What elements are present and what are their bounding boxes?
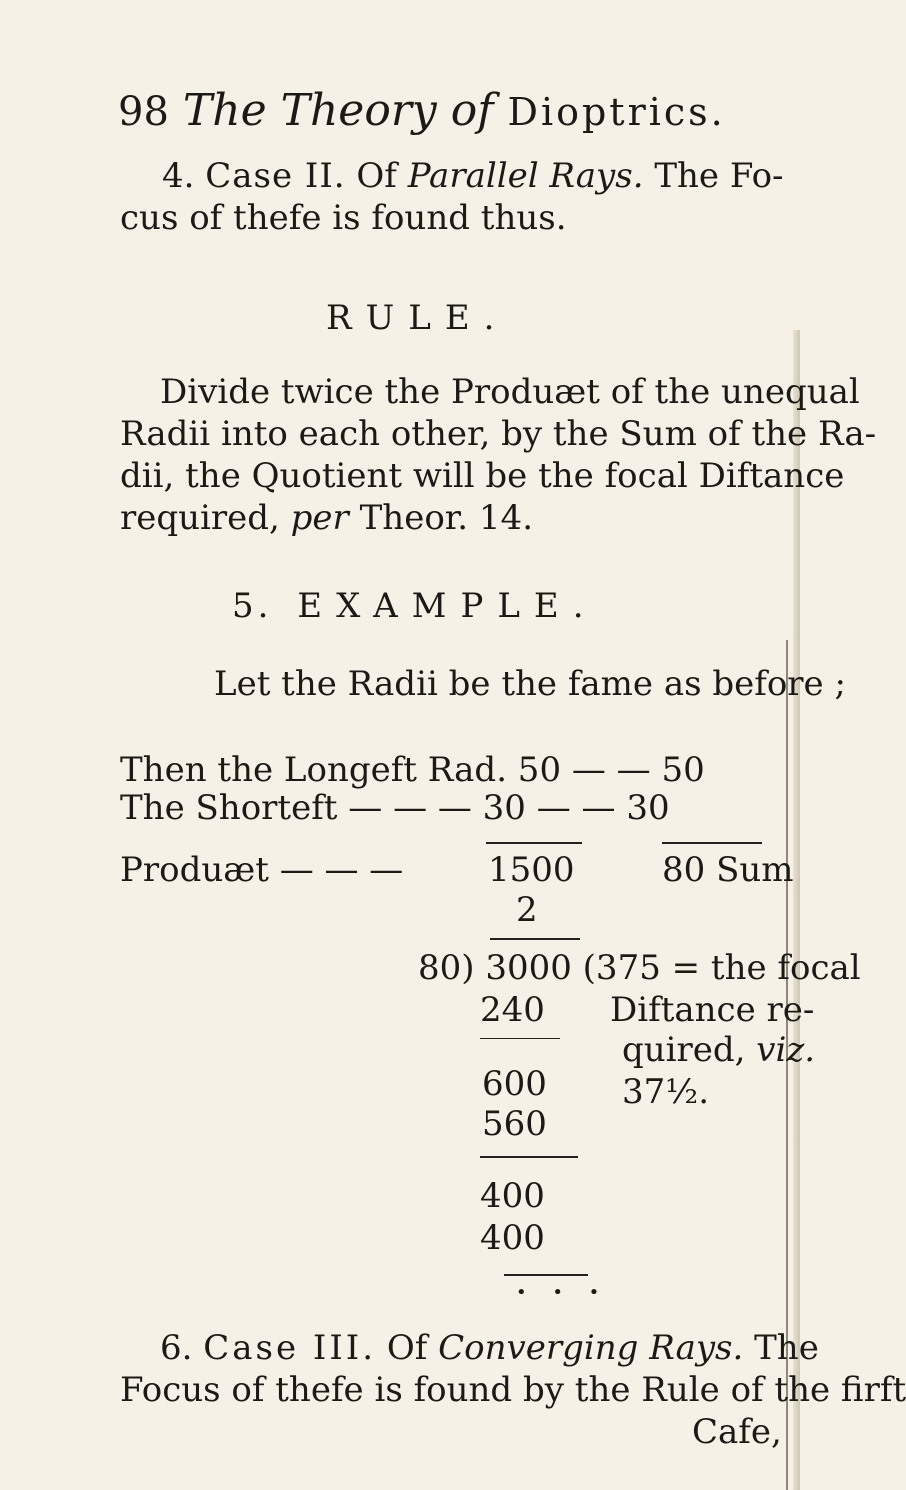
case3-line1-end: The xyxy=(754,1328,819,1368)
running-header xyxy=(118,85,726,136)
division-step-240: 240 xyxy=(480,990,545,1030)
result-text-1: Diftance re- xyxy=(610,990,815,1030)
product-label: Produæt — — — xyxy=(120,850,404,890)
sum-value: 80 Sum xyxy=(662,850,794,890)
end-marks: • • • xyxy=(516,1282,610,1303)
division-step-600: 600 xyxy=(482,1064,547,1104)
rule-step-240 xyxy=(480,1038,560,1039)
rule-sum xyxy=(662,842,762,844)
product-value: 1500 xyxy=(488,850,575,890)
example-title: EXAMPLE. xyxy=(297,586,598,626)
result-text-2-italic: viz. xyxy=(756,1030,816,1070)
result-text-2 xyxy=(622,1030,815,1070)
case3-of: Of xyxy=(386,1328,428,1368)
case3-line2: Focus of thefe is found by the Rule of the firft xyxy=(120,1370,906,1410)
case2-number: 4. xyxy=(162,156,195,196)
case3-number: 6. xyxy=(160,1328,193,1368)
example-intro: Let the Radii be the fame as before ; xyxy=(214,664,846,704)
multiplier: 2 xyxy=(516,890,538,930)
case3-line3: Cafe, xyxy=(692,1412,782,1452)
page-number: 98 xyxy=(118,89,169,135)
result-text-2-pre: quired, xyxy=(622,1030,746,1070)
rule-line4 xyxy=(120,498,533,538)
rule-product xyxy=(486,842,582,844)
division-line: 80) 3000 (375 = the focal xyxy=(418,948,861,988)
case2-label: Case II. xyxy=(205,156,346,196)
rule-heading: RULE. xyxy=(326,298,509,338)
example-heading xyxy=(232,586,598,626)
division-step-400b: 400 xyxy=(480,1218,545,1258)
longest-radius-line: Then the Longeft Rad. 50 — — 50 xyxy=(120,750,705,790)
rule-multiplier xyxy=(490,938,580,940)
shortest-radius-line: The Shorteft — — — 30 — — 30 xyxy=(120,788,670,828)
case2-of: Of xyxy=(356,156,397,196)
case3-line1 xyxy=(160,1328,819,1368)
header-title-caps: Dioptrics. xyxy=(507,90,726,134)
rule-step-560 xyxy=(480,1156,578,1158)
case2-line1 xyxy=(162,156,784,196)
page-edge-shadow xyxy=(793,330,800,1490)
rule-line4-italic: per xyxy=(290,498,349,538)
division-step-400a: 400 xyxy=(480,1176,545,1216)
division-step-560: 560 xyxy=(482,1104,547,1144)
header-title-italic: The Theory of xyxy=(182,85,494,136)
case3-title: Converging Rays. xyxy=(438,1328,744,1368)
rule-step-400 xyxy=(504,1274,588,1276)
rule-line4-pre: required, xyxy=(120,498,280,538)
case3-label: Case III. xyxy=(203,1328,377,1368)
case2-title: Parallel Rays. xyxy=(407,156,644,196)
example-number: 5. xyxy=(232,586,273,626)
rule-line3: dii, the Quotient will be the focal Diftance xyxy=(120,456,845,496)
rule-line4-post: Theor. 14. xyxy=(359,498,533,538)
case2-line2: cus of thefe is found thus. xyxy=(120,198,567,238)
rule-line1: Divide twice the Produæt of the unequal xyxy=(160,372,860,412)
result-value: 37½. xyxy=(622,1072,710,1112)
rule-line2: Radii into each other, by the Sum of the Ra- xyxy=(120,414,877,454)
case2-text-end: The Fo- xyxy=(654,156,784,196)
